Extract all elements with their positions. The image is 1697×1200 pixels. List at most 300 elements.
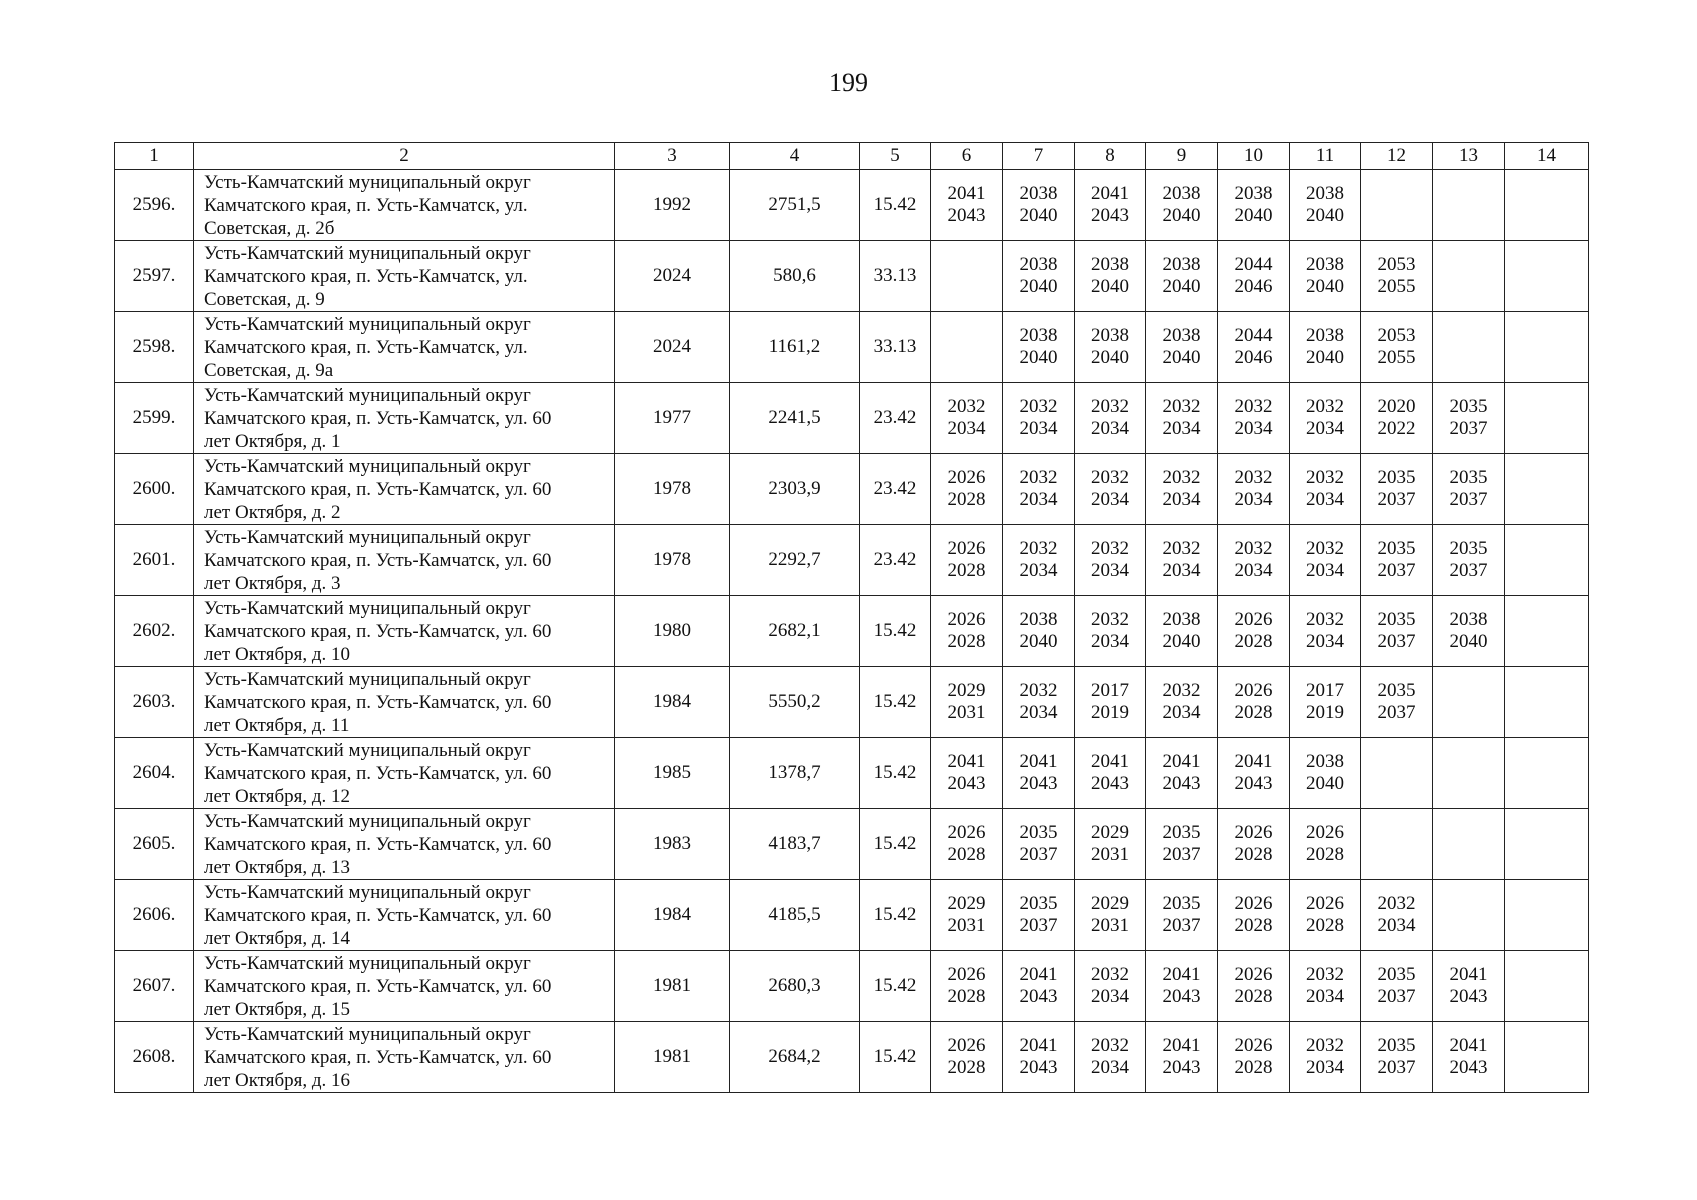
period-start: 2035 [1449,396,1488,417]
period-cell [1075,667,1146,738]
period-cell [1003,1022,1075,1093]
period-cell [1075,809,1146,880]
row-number: 2605. [115,809,194,880]
period-start: 2017 [1091,680,1129,701]
period-cell [1505,1022,1589,1093]
address-line: Усть-Камчатский муниципальный округ [204,952,531,974]
period-cell [931,312,1003,383]
period-end: 2034 [1377,915,1416,936]
period-cell [1290,667,1361,738]
area-cell: 2303,9 [730,454,860,525]
period-cell [1218,383,1290,454]
row-number: 2601. [115,525,194,596]
period-cell [1433,454,1505,525]
column-header: 5 [860,143,931,170]
table-row [115,241,1589,312]
period-cell [1075,951,1146,1022]
period-end: 2034 [1019,489,1058,510]
period-end: 2031 [947,702,986,723]
area-cell: 2684,2 [730,1022,860,1093]
period-start: 2038 [1449,609,1488,630]
period-cell [1003,454,1075,525]
period-cell [1003,383,1075,454]
column-header: 14 [1505,143,1589,170]
period-cell [1361,1022,1433,1093]
period-start: 2026 [947,467,986,488]
registry-table [114,142,1589,1093]
address-line: лет Октября, д. 12 [204,785,351,807]
period-cell [1003,738,1075,809]
period-start: 2026 [1234,680,1273,701]
header-row [115,143,1589,170]
table-row [115,667,1589,738]
period-start: 2035 [1377,467,1416,488]
table-row [115,1022,1589,1093]
period-cell [1218,312,1290,383]
table-row [115,738,1589,809]
year-cell: 1983 [615,809,730,880]
period-end: 2034 [1234,418,1273,439]
period-end: 2040 [1019,205,1058,226]
period-start: 2035 [1377,1035,1416,1056]
period-end: 2034 [1306,631,1344,652]
year-cell: 1981 [615,1022,730,1093]
period-end: 2043 [1019,1057,1058,1078]
address-cell [194,596,615,667]
period-cell [1505,738,1589,809]
row-number: 2599. [115,383,194,454]
period-cell [931,951,1003,1022]
period-start: 2041 [947,751,986,772]
period-end: 2040 [1091,276,1129,297]
year-cell: 1992 [615,170,730,241]
period-cell [1003,312,1075,383]
address-cell [194,809,615,880]
row-number: 2607. [115,951,194,1022]
address-cell [194,170,615,241]
address-cell [194,525,615,596]
address-line: Советская, д. 9а [204,359,334,381]
period-start: 2035 [1019,893,1058,914]
period-end: 2046 [1234,347,1273,368]
period-cell [1433,383,1505,454]
table-header [115,143,1589,170]
row-number: 2600. [115,454,194,525]
row-number: 2597. [115,241,194,312]
period-end: 2034 [1306,489,1344,510]
period-start: 2032 [1234,396,1273,417]
area-cell: 5550,2 [730,667,860,738]
year-cell: 1977 [615,383,730,454]
period-cell [1218,809,1290,880]
period-cell [1146,454,1218,525]
period-end: 2028 [947,986,986,1007]
period-cell [1361,738,1433,809]
period-start: 2026 [947,1035,986,1056]
period-cell [1290,738,1361,809]
period-start: 2038 [1019,254,1058,275]
address-line: лет Октября, д. 3 [204,572,341,594]
table-row [115,880,1589,951]
period-cell [1361,312,1433,383]
period-cell [1505,809,1589,880]
period-end: 2034 [1162,560,1201,581]
address-cell [194,383,615,454]
period-start: 2038 [1019,183,1058,204]
address-cell [194,667,615,738]
period-cell [1218,1022,1290,1093]
column-header: 10 [1218,143,1290,170]
period-end: 2034 [1162,418,1201,439]
period-cell [1075,170,1146,241]
code-cell: 15.42 [860,951,931,1022]
period-start: 2041 [1019,1035,1058,1056]
area-cell: 1378,7 [730,738,860,809]
period-end: 2046 [1234,276,1273,297]
period-start: 2041 [1162,1035,1201,1056]
table-body [115,170,1589,1093]
code-cell: 15.42 [860,880,931,951]
table-row [115,951,1589,1022]
period-end: 2028 [1306,844,1344,865]
period-end: 2037 [1377,986,1416,1007]
period-end: 2034 [1091,631,1129,652]
address-cell [194,1022,615,1093]
address-line: лет Октября, д. 11 [204,714,350,736]
year-cell: 1980 [615,596,730,667]
period-cell [1290,951,1361,1022]
period-cell [1433,312,1505,383]
period-end: 2040 [1306,347,1344,368]
period-start: 2026 [947,538,986,559]
period-cell [931,809,1003,880]
period-end: 2034 [1306,1057,1344,1078]
period-end: 2037 [1377,1057,1416,1078]
period-end: 2040 [1162,347,1201,368]
period-cell [1361,809,1433,880]
period-cell [1218,454,1290,525]
address-line: Усть-Камчатский муниципальный округ [204,171,531,193]
period-cell [1290,1022,1361,1093]
period-end: 2028 [947,844,986,865]
period-cell [1505,951,1589,1022]
period-cell [1433,525,1505,596]
period-end: 2028 [947,631,986,652]
period-end: 2034 [1162,489,1201,510]
period-end: 2043 [1019,773,1058,794]
period-cell [1218,170,1290,241]
period-end: 2043 [1234,773,1273,794]
period-start: 2032 [1377,893,1416,914]
period-start: 2032 [1091,538,1129,559]
code-cell: 33.13 [860,241,931,312]
period-end: 2028 [1234,631,1273,652]
area-cell: 2751,5 [730,170,860,241]
period-start: 2041 [1449,964,1488,985]
period-start: 2032 [1019,396,1058,417]
period-cell [1290,312,1361,383]
table-row [115,525,1589,596]
period-start: 2035 [1019,822,1058,843]
period-start: 2038 [1162,183,1201,204]
address-line: Камчатского края, п. Усть-Камчатск, ул. 60 [204,549,552,571]
table-row [115,312,1589,383]
period-end: 2040 [1306,773,1344,794]
period-start: 2038 [1162,325,1201,346]
period-cell [1146,312,1218,383]
period-start: 2029 [1091,822,1129,843]
period-end: 2043 [1019,986,1058,1007]
period-start: 2032 [1162,538,1201,559]
year-cell: 2024 [615,241,730,312]
period-cell [1290,241,1361,312]
period-start: 2038 [1162,254,1201,275]
period-start: 2038 [1019,609,1058,630]
period-end: 2028 [947,560,986,581]
address-line: Усть-Камчатский муниципальный округ [204,881,531,903]
column-header: 11 [1290,143,1361,170]
area-cell: 2292,7 [730,525,860,596]
period-end: 2037 [1449,418,1488,439]
period-cell [931,596,1003,667]
period-cell [1361,596,1433,667]
period-end: 2040 [1162,205,1201,226]
period-start: 2032 [1162,680,1201,701]
period-cell [931,383,1003,454]
period-start: 2026 [1306,822,1344,843]
period-end: 2028 [947,489,986,510]
period-cell [1075,596,1146,667]
period-end: 2037 [1449,560,1488,581]
period-end: 2019 [1091,702,1129,723]
period-end: 2034 [1306,560,1344,581]
period-start: 2035 [1377,964,1416,985]
period-start: 2041 [1091,183,1129,204]
period-end: 2028 [1234,844,1273,865]
period-start: 2026 [947,822,986,843]
period-end: 2043 [1449,986,1488,1007]
period-cell [1505,170,1589,241]
period-start: 2035 [1449,538,1488,559]
period-end: 2040 [1019,276,1058,297]
address-line: Советская, д. 9 [204,288,325,310]
period-end: 2037 [1377,489,1416,510]
address-cell [194,454,615,525]
period-cell [1075,1022,1146,1093]
year-cell: 1978 [615,454,730,525]
period-cell [931,1022,1003,1093]
period-start: 2032 [1234,538,1273,559]
address-cell [194,738,615,809]
period-cell [1433,738,1505,809]
address-line: Усть-Камчатский муниципальный округ [204,242,531,264]
period-cell [1218,596,1290,667]
period-cell [1290,880,1361,951]
period-cell [1433,170,1505,241]
period-cell [931,454,1003,525]
period-cell [931,241,1003,312]
year-cell: 1984 [615,667,730,738]
address-line: Камчатского края, п. Усть-Камчатск, ул. 60 [204,620,552,642]
period-cell [1361,241,1433,312]
address-cell [194,312,615,383]
address-line: Усть-Камчатский муниципальный округ [204,597,531,619]
period-start: 2032 [1019,680,1058,701]
year-cell: 2024 [615,312,730,383]
period-end: 2037 [1449,489,1488,510]
period-cell [1290,454,1361,525]
address-line: Камчатского края, п. Усть-Камчатск, ул. 60 [204,478,552,500]
period-end: 2037 [1162,844,1201,865]
period-start: 2053 [1377,254,1416,275]
area-cell: 2241,5 [730,383,860,454]
period-start: 2026 [947,609,986,630]
period-cell [1505,383,1589,454]
address-line: Усть-Камчатский муниципальный округ [204,810,531,832]
row-number: 2608. [115,1022,194,1093]
period-cell [1361,667,1433,738]
area-cell: 2682,1 [730,596,860,667]
period-end: 2055 [1377,276,1416,297]
period-cell [1433,241,1505,312]
period-start: 2053 [1377,325,1416,346]
address-line: лет Октября, д. 14 [204,927,351,949]
period-end: 2037 [1377,560,1416,581]
period-cell [931,170,1003,241]
period-cell [1146,667,1218,738]
address-line: лет Октября, д. 15 [204,998,351,1020]
period-start: 2044 [1234,325,1273,346]
period-start: 2032 [1306,396,1344,417]
period-cell [1146,596,1218,667]
period-cell [931,667,1003,738]
period-start: 2032 [1019,538,1058,559]
address-line: Камчатского края, п. Усть-Камчатск, ул. 60 [204,762,552,784]
period-start: 2032 [1091,1035,1129,1056]
period-cell [1075,738,1146,809]
period-end: 2043 [947,773,986,794]
period-end: 2040 [1162,276,1201,297]
code-cell: 15.42 [860,1022,931,1093]
period-end: 2040 [1162,631,1201,652]
code-cell: 23.42 [860,383,931,454]
period-end: 2040 [1306,276,1344,297]
column-header: 1 [115,143,194,170]
period-cell [1218,241,1290,312]
address-line: лет Октября, д. 16 [204,1069,351,1091]
period-end: 2043 [947,205,986,226]
period-end: 2040 [1091,347,1129,368]
period-start: 2026 [1306,893,1344,914]
period-end: 2034 [1019,418,1058,439]
period-end: 2028 [1234,986,1273,1007]
period-end: 2034 [1091,489,1129,510]
period-cell [1505,880,1589,951]
period-end: 2034 [1234,560,1273,581]
period-start: 2026 [1234,1035,1273,1056]
column-header: 4 [730,143,860,170]
period-end: 2055 [1377,347,1416,368]
period-cell [1290,170,1361,241]
area-cell: 1161,2 [730,312,860,383]
period-end: 2034 [1019,702,1058,723]
period-cell [1433,667,1505,738]
period-start: 2026 [1234,964,1273,985]
period-start: 2041 [1162,751,1201,772]
period-end: 2037 [1377,702,1416,723]
period-start: 2035 [1162,893,1201,914]
row-number: 2596. [115,170,194,241]
period-end: 2034 [1162,702,1201,723]
area-cell: 4185,5 [730,880,860,951]
page-number: 199 [829,68,868,97]
period-start: 2032 [1234,467,1273,488]
row-number: 2604. [115,738,194,809]
period-cell [1146,170,1218,241]
period-end: 2034 [1091,986,1129,1007]
address-line: Камчатского края, п. Усть-Камчатск, ул. [204,336,528,358]
address-line: Усть-Камчатский муниципальный округ [204,384,531,406]
period-end: 2043 [1449,1057,1488,1078]
period-start: 2038 [1091,325,1129,346]
period-start: 2032 [1091,964,1129,985]
period-cell [1003,170,1075,241]
address-line: Камчатского края, п. Усть-Камчатск, ул. 60 [204,1046,552,1068]
address-line: Камчатского края, п. Усть-Камчатск, ул. 60 [204,904,552,926]
period-end: 2022 [1377,418,1416,439]
period-start: 2032 [1306,467,1344,488]
period-start: 2041 [947,183,986,204]
address-line: Советская, д. 2б [204,217,335,239]
row-number: 2598. [115,312,194,383]
address-line: лет Октября, д. 2 [204,501,341,523]
table-row [115,809,1589,880]
period-cell [1290,525,1361,596]
year-cell: 1984 [615,880,730,951]
period-start: 2038 [1234,183,1273,204]
period-cell [1075,383,1146,454]
period-end: 2040 [1234,205,1273,226]
period-start: 2032 [1306,1035,1344,1056]
code-cell: 15.42 [860,667,931,738]
period-cell [1505,454,1589,525]
period-start: 2035 [1162,822,1201,843]
year-cell: 1981 [615,951,730,1022]
period-cell [1505,312,1589,383]
period-start: 2041 [1449,1035,1488,1056]
address-line: Усть-Камчатский муниципальный округ [204,1023,531,1045]
period-start: 2032 [1306,964,1344,985]
column-header: 12 [1361,143,1433,170]
period-start: 2041 [1234,751,1273,772]
period-cell [1218,738,1290,809]
period-start: 2038 [1306,751,1344,772]
address-line: Камчатского края, п. Усть-Камчатск, ул. 60 [204,975,552,997]
period-cell [931,738,1003,809]
period-end: 2028 [947,1057,986,1078]
period-cell [1361,383,1433,454]
period-end: 2028 [1234,1057,1273,1078]
period-cell [1075,241,1146,312]
period-end: 2040 [1019,631,1058,652]
address-line: Усть-Камчатский муниципальный округ [204,313,531,335]
period-cell [931,880,1003,951]
period-start: 2032 [1091,609,1129,630]
period-start: 2026 [1234,822,1273,843]
address-cell [194,241,615,312]
period-cell [1433,951,1505,1022]
period-cell [1361,170,1433,241]
